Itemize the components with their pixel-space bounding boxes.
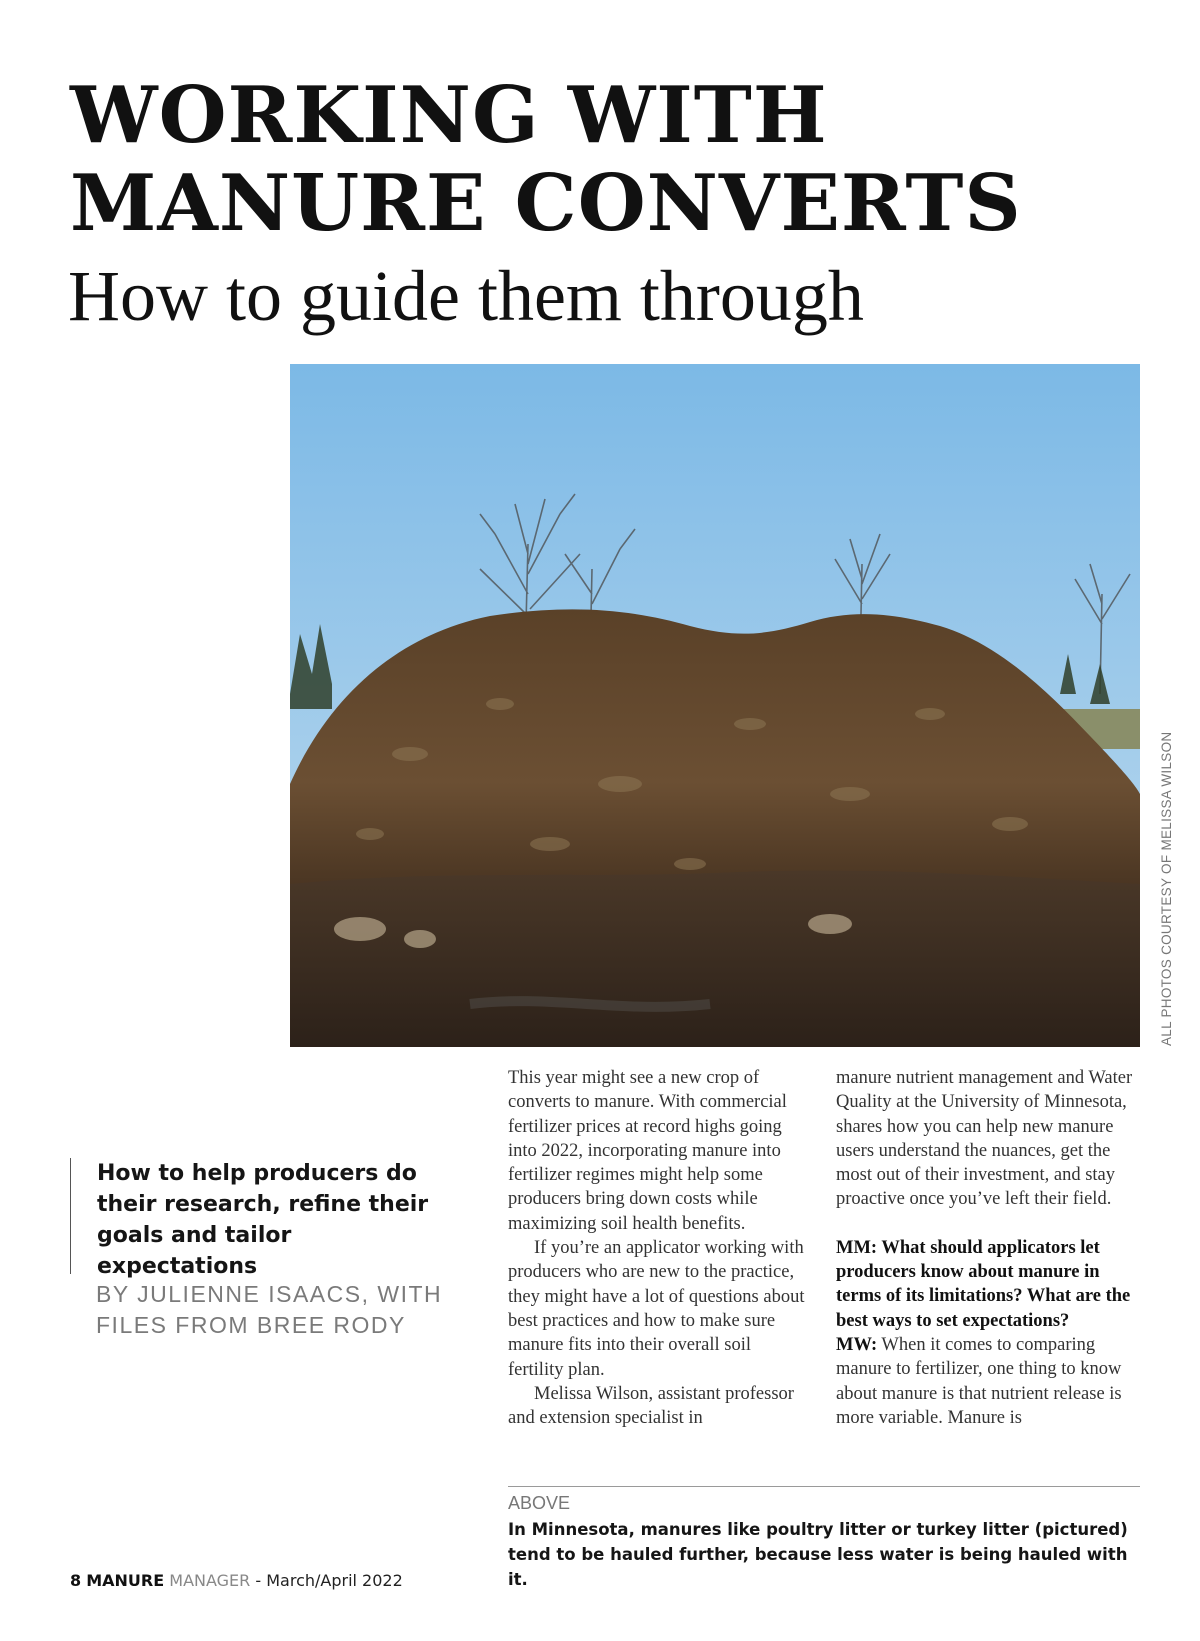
answer-speaker-label: MW: (836, 1334, 878, 1355)
article-paragraph: This year might see a new crop of converts to manure. With commercial fertilizer prices at record highs going into 2022, incorporating manure into fertilizer regimes might help some producers bring down costs while maximizing soil health benefits. (508, 1068, 787, 1234)
issue-date: - March/April 2022 (250, 1571, 403, 1590)
page-number: 8 (70, 1571, 82, 1590)
page-footer (70, 1571, 403, 1590)
article-paragraph: Melissa Wilson, assistant professor and extension specialist in (508, 1383, 794, 1429)
byline: BY JULIENNE ISAACS, WITH FILES FROM BREE RODY (96, 1281, 443, 1338)
photo-caption: In Minnesota, manures like poultry litter or turkey litter (pictured) tend to be hauled further, because less water is being hauled with it. (508, 1520, 1128, 1589)
article-paragraph: If you’re an applicator working with producers who are new to the practice, they might have a lot of questions about best practices and how to make sure manure fits into their overall soil fertility plan. (508, 1238, 805, 1380)
interview-question: MM: What should applicators let producers know about manure in terms of its limitations? What are the best ways to set expectations? (836, 1237, 1131, 1331)
manure-pile-photo (290, 364, 1140, 1047)
article-column-1 (508, 1066, 808, 1430)
headline-line-1: WORKING WITH (70, 70, 828, 161)
article-paragraph: manure nutrient management and Water Quality at the University of Minnesota, shares how you can help new manure users understand the nuances, get the most out of their investment, and stay proactive once you’ve left their field. (836, 1068, 1133, 1210)
interview-answer (836, 1333, 1146, 1430)
caption-label: ABOVE (508, 1493, 571, 1513)
subheadline: How to guide them through (68, 256, 864, 336)
article-deck: How to help producers do their research, refine their goals and tailor expectations (70, 1158, 457, 1274)
headline (70, 72, 1022, 248)
magazine-name-bold: MANURE (86, 1571, 165, 1590)
magazine-name-light: MANAGER (169, 1571, 251, 1590)
answer-text: When it comes to comparing manure to fertilizer, one thing to know about manure is that nutrient release is more variable. Manure is (836, 1334, 1122, 1428)
photo-credit: ALL PHOTOS COURTESY OF MELISSA WILSON (1159, 731, 1174, 1046)
headline-line-2: MANURE CONVERTS (70, 158, 1022, 249)
article-column-2 (836, 1066, 1146, 1430)
caption-divider (508, 1486, 1140, 1487)
